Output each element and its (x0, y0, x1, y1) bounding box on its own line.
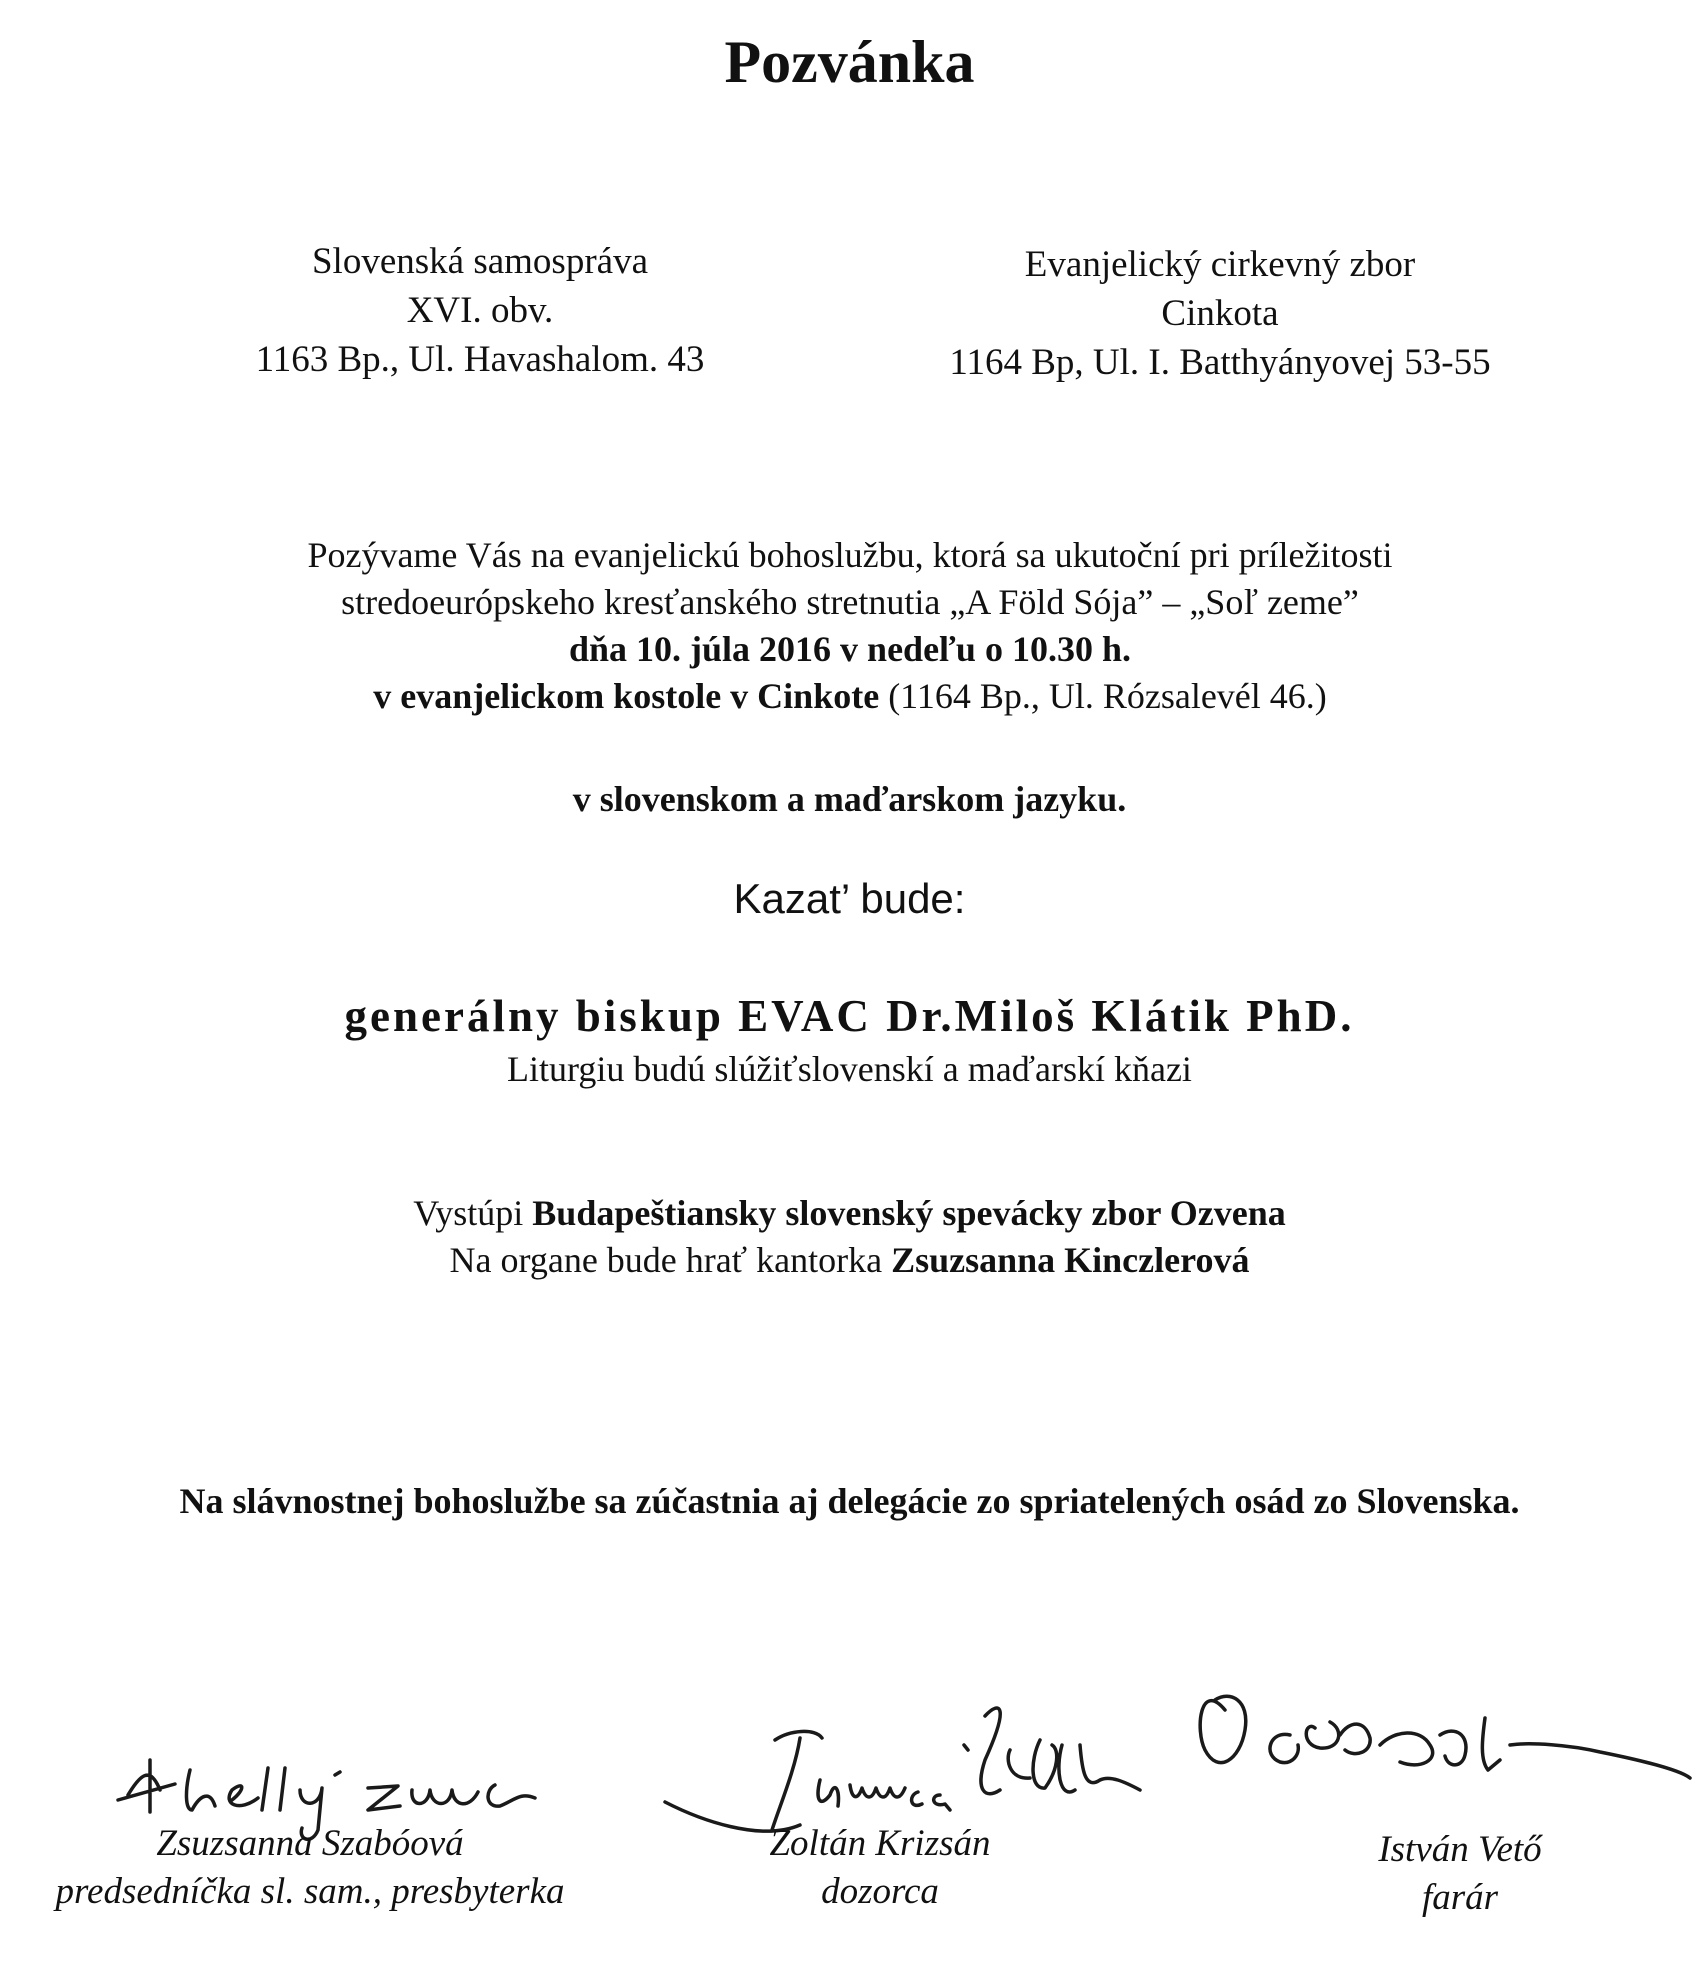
organizer-right-address: 1164 Bp, Ul. I. Batthyányovej 53-55 (949, 342, 1491, 383)
signatory-2-role: dozorca (821, 1871, 939, 1912)
event-date: dňa 10. júla 2016 v nedeľu o 10.30 h. (569, 629, 1131, 669)
event-place-name: v evanjelickom kostole v Cinkote (373, 676, 880, 716)
organizer-right-name: Evanjelický cirkevný zbor (1024, 244, 1416, 285)
signatory-2 (680, 1820, 1080, 1916)
signatory-2-name: Zoltán Krizsán (769, 1823, 991, 1864)
signature-3-stroke (1200, 1696, 1690, 1778)
invitation-paragraph (160, 532, 1540, 720)
organ-prefix: Na organe bude hrať kantorka (449, 1240, 892, 1280)
organizer-left-district: XVI. obv. (406, 290, 554, 331)
preach-label: Kazat’ bude: (733, 875, 966, 922)
signatory-1-role: predsedníčka sl. sam., presbyterka (55, 1871, 565, 1912)
choir-prefix: Vystúpi (413, 1193, 533, 1233)
signatory-3-name: István Vető (1378, 1829, 1542, 1870)
event-place-address: (1164 Bp., Ul. Rózsalevél 46.) (879, 676, 1327, 716)
delegation-note: Na slávnostnej bohoslužbe sa zúčastnia aj delegácie zo spriatelených osád zo Slovenska. (179, 1481, 1520, 1521)
document-title: Pozvánka (724, 29, 975, 95)
organizer-left-name: Slovenská samospráva (311, 241, 649, 282)
signatory-3-role: farár (1421, 1877, 1499, 1918)
organ-line (0, 1237, 1699, 1284)
signatory-3 (1290, 1826, 1630, 1922)
signatory-1-name: Zsuzsanna Szabóová (156, 1823, 464, 1864)
choir-line (0, 1190, 1699, 1237)
choir-section (0, 1190, 1699, 1284)
preacher-name: generálny biskup EVAC Dr.Miloš Klátik PhD. (344, 991, 1355, 1041)
organizer-left-address: 1163 Bp., Ul. Havashalom. 43 (255, 339, 705, 380)
signatory-1 (10, 1820, 610, 1916)
liturgy-note: Liturgiu budú slúžiťslovenskí a maďarskí kňazi (507, 1049, 1192, 1089)
organist-name: Zsuzsanna Kinczlerová (891, 1240, 1250, 1280)
event-place (160, 673, 1540, 720)
signature-2-stroke (665, 1708, 1140, 1831)
organizer-right-town: Cinkota (1161, 293, 1279, 334)
organizer-right (900, 240, 1540, 387)
service-language: v slovenskom a maďarskom jazyku. (572, 779, 1127, 819)
invitation-line-2: stredoeurópskeho kresťanského stretnutia „A Föld Sója” – „Soľ zeme” (341, 582, 1359, 622)
invitation-line-1: Pozývame Vás na evanjelickú bohoslužbu, ktorá sa ukutoční pri príležitosti (307, 535, 1393, 575)
organizer-left (200, 237, 760, 384)
choir-name: Budapeštiansky slovenský spevácky zbor Ozvena (532, 1193, 1286, 1233)
